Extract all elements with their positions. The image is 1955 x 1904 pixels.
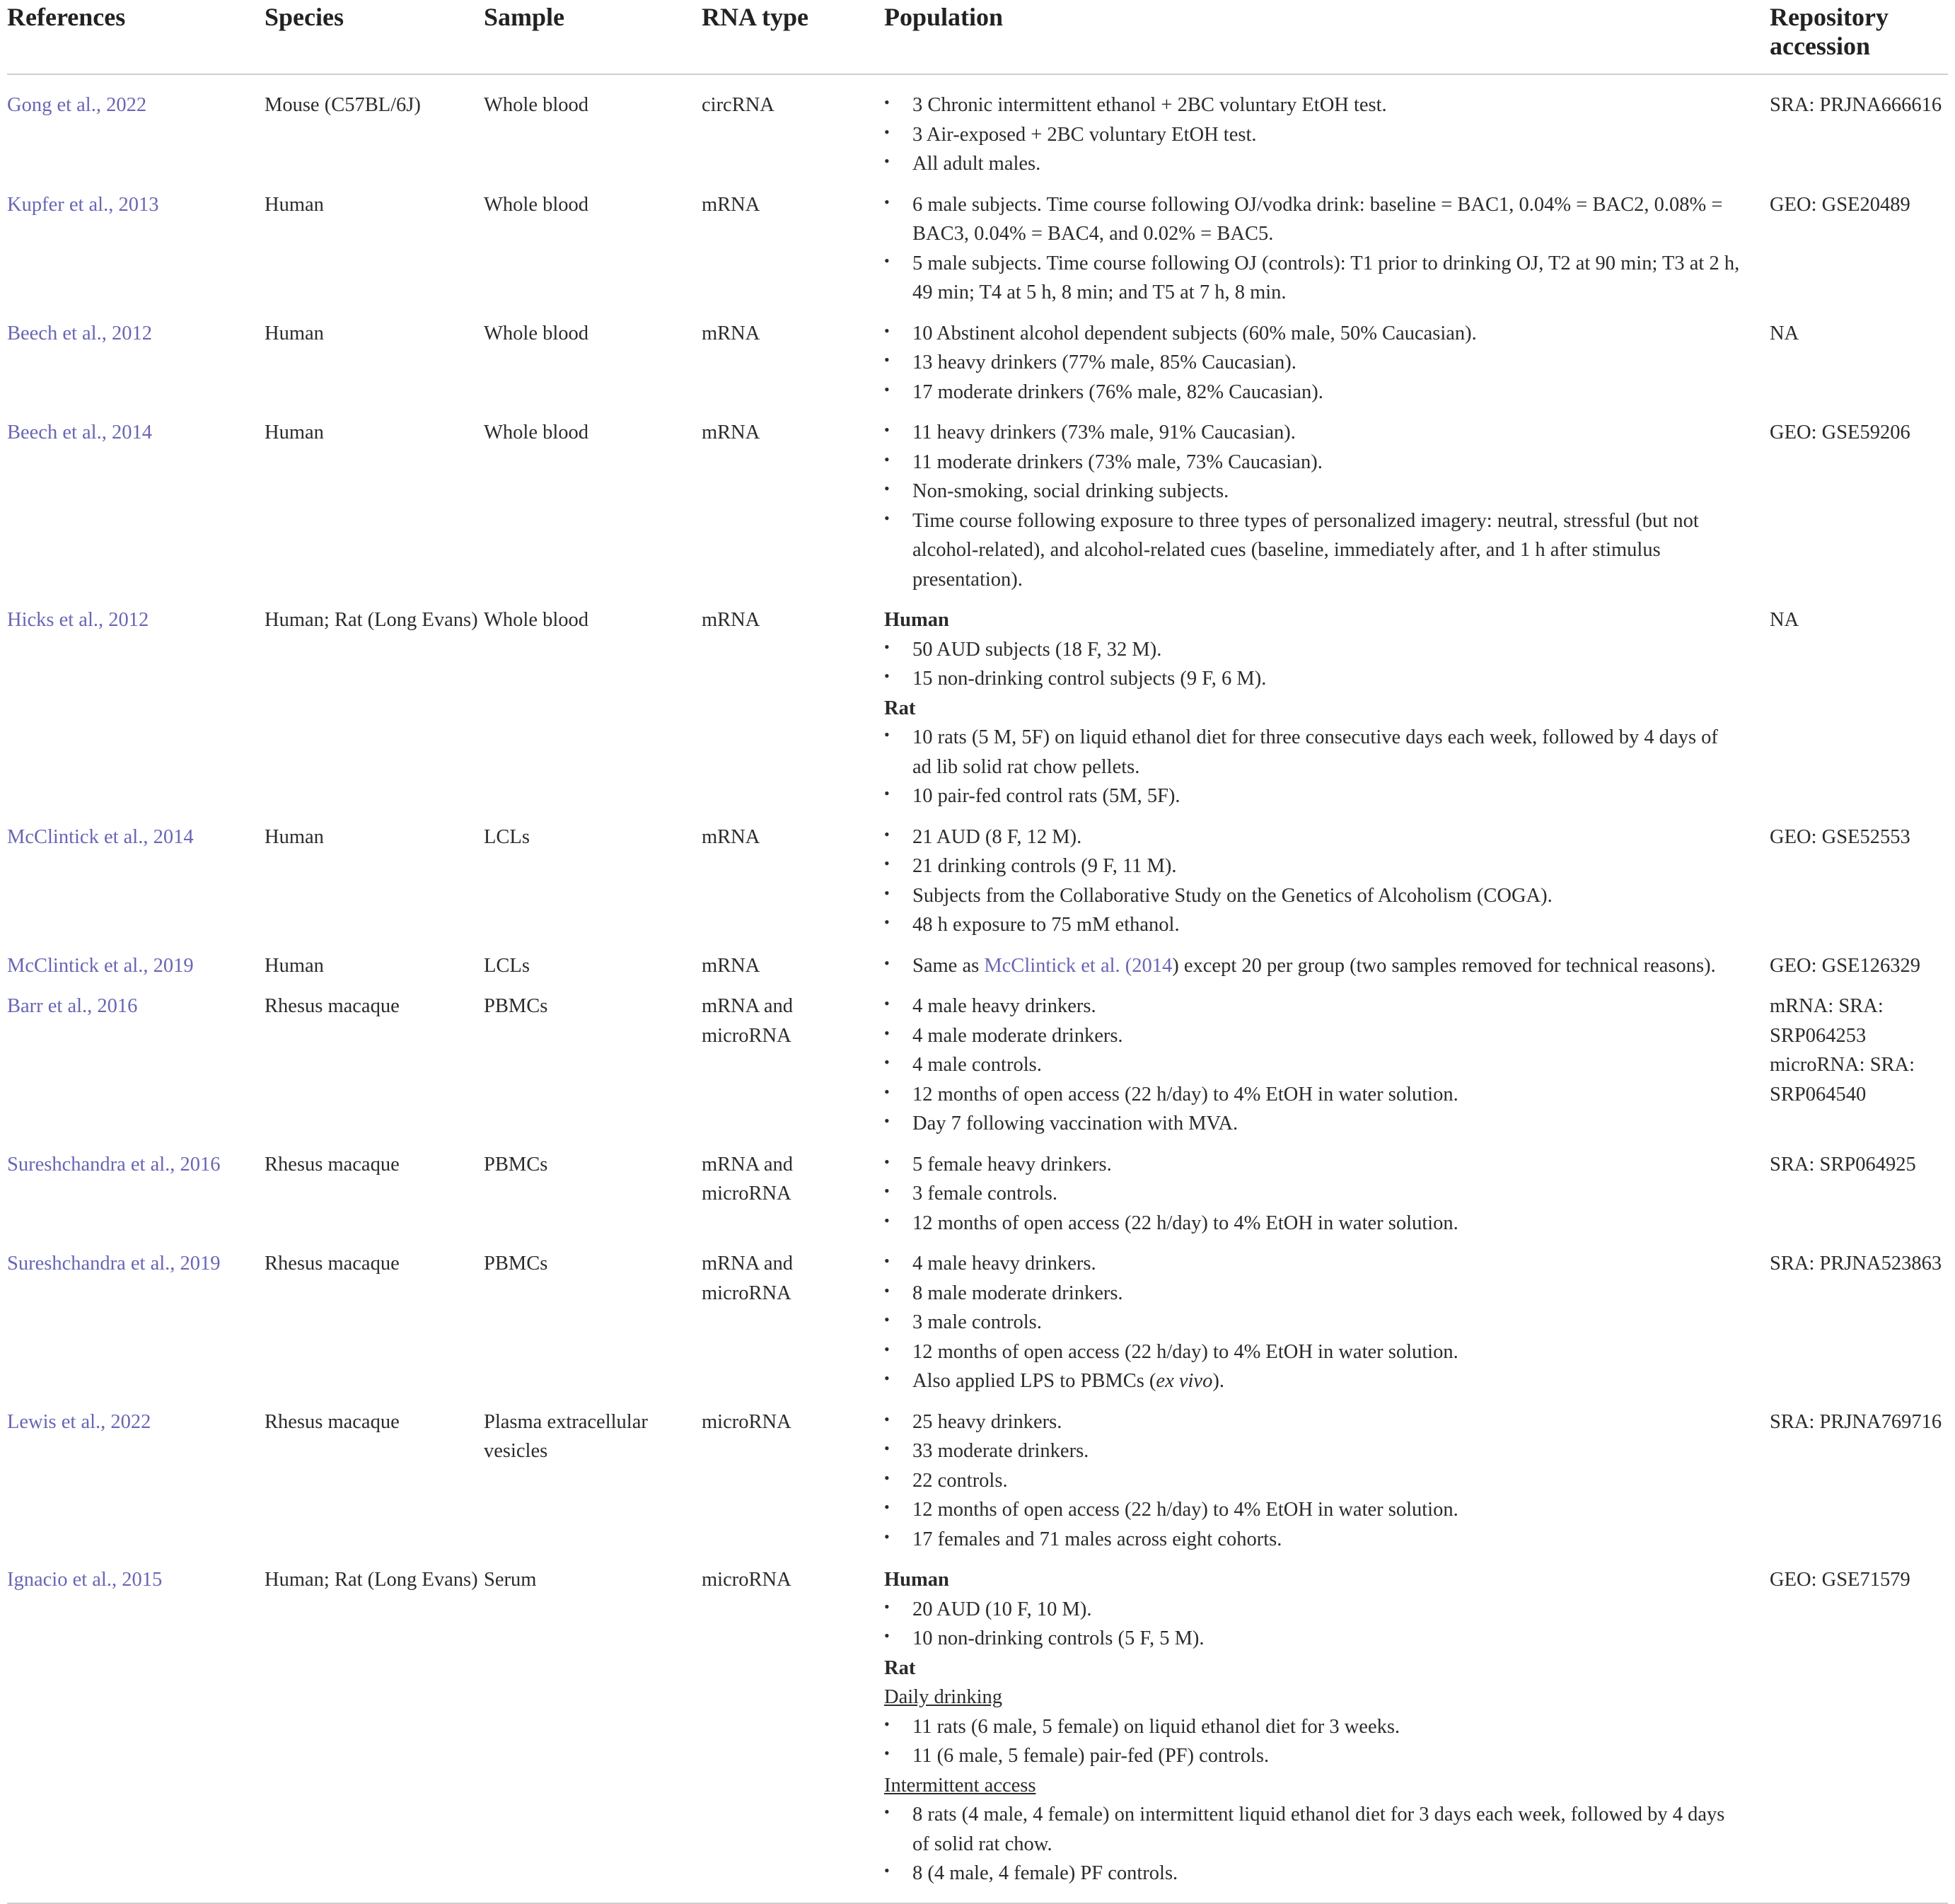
population-text: 11 heavy drinkers (73% male, 91% Caucasian). <box>912 422 1296 443</box>
reference-cell[interactable] <box>7 411 265 598</box>
reference-author[interactable]: McClintick et al., <box>7 825 153 848</box>
rna-type-cell: mRNA and microRNA <box>702 1153 794 1204</box>
population-item: • 10 pair-fed control rats (5M, 5F). <box>884 784 1180 807</box>
population-item: • 25 heavy drinkers. <box>884 1410 1062 1433</box>
header-repository-accession: Repository accession <box>1770 3 1889 60</box>
population-item: • 22 controls. <box>884 1468 1008 1492</box>
population-item: • 4 male moderate drinkers. <box>884 1023 1123 1047</box>
population-text: 50 AUD subjects (18 F, 32 M). <box>912 638 1162 661</box>
population-text: 4 male heavy drinkers. <box>912 1253 1096 1275</box>
population-text: 10 rats (5 M, 5F) on liquid ethanol diet for three consecutive days each week, followed by 4 days of ad lib solid rat chow pellets. <box>912 726 1718 778</box>
header-rna-type: RNA type <box>702 3 808 31</box>
population-text: 12 months of open access (22 h/day) to 4% EtOH in water solution. <box>912 1083 1458 1105</box>
population-item: • 4 male controls. <box>884 1053 1042 1076</box>
population-text: 25 heavy drinkers. <box>912 1410 1062 1433</box>
population-cell <box>884 1558 1770 1903</box>
population-item: • 50 AUD subjects (18 F, 32 M). <box>884 637 1162 661</box>
population-item: • 17 moderate drinkers (76% male, 82% Caucasian). <box>884 380 1323 403</box>
repository-cell: NA <box>1770 609 1799 631</box>
rna-type-cell: microRNA <box>702 1410 791 1433</box>
population-text: 4 male controls. <box>912 1054 1042 1076</box>
population-cell <box>884 1400 1770 1559</box>
population-item: • 4 male heavy drinkers. <box>884 994 1096 1017</box>
table-row <box>7 1143 1948 1243</box>
population-text: Same as <box>912 954 985 977</box>
population-item: • All adult males. <box>884 152 1041 175</box>
population-group-heading: Rat <box>884 697 916 719</box>
reference-cell[interactable] <box>7 985 265 1143</box>
sample-cell: Whole blood <box>484 322 589 344</box>
reference-author[interactable]: Sureshchandra et al., <box>7 1153 180 1176</box>
table-row <box>7 183 1948 312</box>
table-header-row <box>7 0 1948 74</box>
population-text: 6 male subjects. Time course following OJ/vodka drink: baseline = BAC1, 0.04% = BAC2, 0.08% = BAC3, 0.04% = BAC4, and 0.02% = BAC5. <box>912 193 1723 245</box>
inline-reference-link[interactable]: McClintick et al. ( <box>984 954 1132 977</box>
reference-year-link[interactable]: 2012 <box>111 322 152 344</box>
repository-cell: SRA: PRJNA769716 <box>1770 1410 1942 1433</box>
rna-type-cell: mRNA <box>702 825 760 848</box>
repository-cell: GEO: GSE126329 <box>1770 954 1920 977</box>
reference-cell[interactable] <box>7 312 265 412</box>
species-cell: Rhesus macaque <box>265 1410 400 1433</box>
table-row <box>7 1242 1948 1400</box>
reference-cell[interactable] <box>7 1143 265 1243</box>
rna-type-cell: mRNA and microRNA <box>702 1253 794 1304</box>
population-cell <box>884 183 1770 312</box>
population-item: • 10 Abstinent alcohol dependent subjects (60% male, 50% Caucasian). <box>884 321 1477 344</box>
population-text: 20 AUD (10 F, 10 M). <box>912 1598 1092 1620</box>
population-item: • 17 females and 71 males across eight cohorts. <box>884 1527 1282 1550</box>
population-group-heading: Human <box>884 609 949 631</box>
population-item: • 10 non-drinking controls (5 F, 5 M). <box>884 1627 1205 1649</box>
population-item: • 11 rats (6 male, 5 female) on liquid ethanol diet for 3 weeks. <box>884 1714 1400 1738</box>
reference-year-link[interactable]: 2014 <box>153 825 194 848</box>
repository-cell: mRNA: SRA: SRP064253 microRNA: SRA: SRP064540 <box>1770 995 1915 1105</box>
population-text: 10 Abstinent alcohol dependent subjects (60% male, 50% Caucasian). <box>912 322 1477 344</box>
reference-author[interactable]: Gong et al., <box>7 94 107 116</box>
sample-cell: LCLs <box>484 825 530 848</box>
population-text: 3 Chronic intermittent ethanol + 2BC voluntary EtOH test. <box>912 94 1387 116</box>
population-text: 12 months of open access (22 h/day) to 4% EtOH in water solution. <box>912 1340 1458 1363</box>
rna-type-cell: mRNA <box>702 609 760 631</box>
repository-cell: SRA: PRJNA523863 <box>1770 1253 1942 1275</box>
repository-cell: GEO: GSE52553 <box>1770 825 1910 848</box>
population-item: • 12 months of open access (22 h/day) to 4% EtOH in water solution. <box>884 1211 1458 1234</box>
rna-type-cell: mRNA and microRNA <box>702 995 794 1047</box>
population-text: ) except 20 per group (two samples removed for technical reasons). <box>1172 954 1716 977</box>
population-text: 21 drinking controls (9 F, 11 M). <box>912 855 1177 877</box>
population-item: • Time course following exposure to three types of personalized imagery: neutral, stressful (but not alcohol-related), and alcohol-related cues (baseline, immediately after, and 1 h after stimulus presentation). <box>884 509 1699 591</box>
population-cell <box>884 944 1770 985</box>
sample-cell: PBMCs <box>484 1253 548 1275</box>
population-item: • Day 7 following vaccination with MVA. <box>884 1112 1238 1134</box>
repository-cell: GEO: GSE59206 <box>1770 422 1910 443</box>
reference-cell[interactable] <box>7 598 265 815</box>
population-text: 33 moderate drinkers. <box>912 1440 1089 1462</box>
table-row <box>7 411 1948 598</box>
population-item: • Subjects from the Collaborative Study on the Genetics of Alcoholism (COGA). <box>884 883 1553 907</box>
repository-cell: GEO: GSE20489 <box>1770 193 1910 216</box>
population-item: • 8 (4 male, 4 female) PF controls. <box>884 1862 1178 1884</box>
table-row <box>7 598 1948 815</box>
population-text: 10 pair-fed control rats (5M, 5F). <box>912 785 1180 807</box>
species-cell: Human; Rat (Long Evans) <box>265 1569 478 1591</box>
population-group-heading: Human <box>884 1569 949 1591</box>
population-text: Also applied LPS to PBMCs ( <box>912 1370 1156 1392</box>
population-cell <box>884 74 1770 183</box>
reference-year-link[interactable]: 2022 <box>110 1410 151 1433</box>
population-item: • 5 male subjects. Time course following OJ (controls): T1 prior to drinking OJ, T2 at 90 min; T3 at 2 h, 49 min; T4 at 5 h, 8 min; and T5 at 7 h, 8 min. <box>884 251 1740 303</box>
population-cell <box>884 598 1770 815</box>
reference-author[interactable]: Sureshchandra et al., <box>7 1253 180 1275</box>
population-text: 5 male subjects. Time course following OJ (controls): T1 prior to drinking OJ, T2 at 90 min; T3 at 2 h, 49 min; T4 at 5 h, 8 min; and T5 at 7 h, 8 min. <box>912 252 1740 303</box>
population-text: 4 male moderate drinkers. <box>912 1024 1123 1047</box>
population-text: 3 male controls. <box>912 1311 1042 1333</box>
species-cell: Human <box>265 422 324 443</box>
reference-author[interactable]: Hicks et al., <box>7 609 109 631</box>
reference-year-link[interactable]: 2019 <box>153 954 194 977</box>
repository-cell: SRA: SRP064925 <box>1770 1153 1916 1176</box>
sample-cell: Plasma extracellular vesicles <box>484 1410 648 1462</box>
population-item: • Same as McClintick et al. (2014) except 20 per group (two samples removed for technical reasons). <box>884 953 1716 977</box>
population-cell <box>884 1143 1770 1243</box>
reference-author[interactable]: Lewis et al., <box>7 1410 111 1433</box>
population-text: 15 non-drinking control subjects (9 F, 6 M). <box>912 668 1267 690</box>
population-item: • 12 months of open access (22 h/day) to 4% EtOH in water solution. <box>884 1498 1458 1521</box>
population-group-heading: Rat <box>884 1656 916 1679</box>
reference-year-link[interactable]: 2019 <box>180 1253 221 1275</box>
population-text: 13 heavy drinkers (77% male, 85% Caucasian). <box>912 352 1296 373</box>
population-text: 11 moderate drinkers (73% male, 73% Caucasian). <box>912 451 1323 473</box>
population-text: Non-smoking, social drinking subjects. <box>912 480 1229 502</box>
population-text: 8 rats (4 male, 4 female) on intermittent liquid ethanol diet for 3 days each week, followed by 4 days of solid rat chow. <box>912 1804 1725 1855</box>
population-item: • 12 months of open access (22 h/day) to 4% EtOH in water solution. <box>884 1340 1458 1363</box>
species-cell: Rhesus macaque <box>265 1253 400 1275</box>
table-row <box>7 985 1948 1143</box>
species-cell: Human <box>265 322 324 344</box>
population-text: Time course following exposure to three types of personalized imagery: neutral, stressful (but not alcohol-related), and alcohol-related cues (baseline, immediately after, and 1 h after stimulus presentation). <box>912 509 1699 591</box>
population-text: 3 Air-exposed + 2BC voluntary EtOH test. <box>912 123 1257 146</box>
sample-cell: Serum <box>484 1569 537 1591</box>
reference-year-link[interactable]: 2012 <box>108 609 149 631</box>
population-text: 21 AUD (8 F, 12 M). <box>912 825 1082 848</box>
species-cell: Human <box>265 825 324 848</box>
species-cell: Human <box>265 193 324 216</box>
rna-type-cell: microRNA <box>702 1569 791 1591</box>
population-item: • 4 male heavy drinkers. <box>884 1252 1096 1275</box>
population-item: • 10 rats (5 M, 5F) on liquid ethanol diet for three consecutive days each week, followed by 4 days of ad lib solid rat chow pellets. <box>884 726 1718 778</box>
population-item: • 3 Air-exposed + 2BC voluntary EtOH test. <box>884 122 1257 146</box>
table-row <box>7 1400 1948 1559</box>
population-italic-text: ex vivo <box>1156 1370 1213 1392</box>
species-cell: Human <box>265 954 324 977</box>
population-text: 8 male moderate drinkers. <box>912 1282 1123 1304</box>
population-text: 8 (4 male, 4 female) PF controls. <box>912 1862 1178 1884</box>
reference-author[interactable]: Barr et al., <box>7 995 98 1017</box>
header-population: Population <box>884 3 1004 31</box>
population-text: 12 months of open access (22 h/day) to 4% EtOH in water solution. <box>912 1212 1458 1234</box>
population-text: ). <box>1212 1370 1224 1392</box>
population-cell <box>884 1242 1770 1400</box>
population-item: • 12 months of open access (22 h/day) to 4% EtOH in water solution. <box>884 1082 1458 1105</box>
table-row <box>7 312 1948 412</box>
population-cell <box>884 411 1770 598</box>
table-row <box>7 944 1948 985</box>
reference-author[interactable]: Kupfer et al., <box>7 193 119 216</box>
reference-cell[interactable] <box>7 1558 265 1903</box>
population-item: • 48 h exposure to 75 mM ethanol. <box>884 913 1180 936</box>
population-text: 17 moderate drinkers (76% male, 82% Caucasian). <box>912 381 1323 403</box>
population-text: 11 (6 male, 5 female) pair-fed (PF) controls. <box>912 1745 1270 1767</box>
reference-cell[interactable] <box>7 74 265 183</box>
population-item: • 21 AUD (8 F, 12 M). <box>884 825 1082 848</box>
header-sample: Sample <box>484 3 565 31</box>
sample-cell: Whole blood <box>484 422 589 443</box>
species-cell: Rhesus macaque <box>265 995 400 1017</box>
rna-type-cell: mRNA <box>702 422 760 443</box>
population-subgroup-heading: Intermittent access <box>884 1774 1036 1796</box>
header-species: Species <box>265 3 344 31</box>
reference-year-link[interactable]: 2014 <box>111 422 152 443</box>
reference-year-link[interactable]: 2013 <box>118 193 159 216</box>
rna-type-cell: mRNA <box>702 322 760 344</box>
rna-type-cell: circRNA <box>702 94 775 116</box>
table-row <box>7 1558 1948 1903</box>
population-item: • 11 (6 male, 5 female) pair-fed (PF) controls. <box>884 1744 1270 1767</box>
reference-year-link[interactable]: 2015 <box>122 1569 163 1591</box>
repository-cell: GEO: GSE71579 <box>1770 1569 1910 1591</box>
population-item: • 21 drinking controls (9 F, 11 M). <box>884 854 1177 877</box>
population-item: • 11 moderate drinkers (73% male, 73% Caucasian). <box>884 450 1323 473</box>
population-item: • 33 moderate drinkers. <box>884 1439 1089 1462</box>
inline-reference-year-link[interactable]: 2014 <box>1132 954 1173 977</box>
rna-type-cell: mRNA <box>702 193 760 216</box>
population-item: • Also applied LPS to PBMCs (ex vivo). <box>884 1369 1224 1392</box>
reference-cell[interactable] <box>7 183 265 312</box>
population-item: • 8 rats (4 male, 4 female) on intermittent liquid ethanol diet for 3 days each week, followed by 4 days of solid rat chow. <box>884 1803 1725 1855</box>
reference-cell[interactable] <box>7 1242 265 1400</box>
species-cell: Rhesus macaque <box>265 1153 400 1176</box>
population-item: • 3 Chronic intermittent ethanol + 2BC voluntary EtOH test. <box>884 93 1387 116</box>
reference-author[interactable]: McClintick et al., <box>7 954 153 977</box>
population-cell <box>884 985 1770 1143</box>
population-item: • 15 non-drinking control subjects (9 F, 6 M). <box>884 667 1267 690</box>
population-text: 17 females and 71 males across eight cohorts. <box>912 1528 1282 1550</box>
population-text: 10 non-drinking controls (5 F, 5 M). <box>912 1627 1205 1649</box>
rna-type-cell: mRNA <box>702 954 760 977</box>
population-text: 48 h exposure to 75 mM ethanol. <box>912 914 1180 936</box>
reference-author[interactable]: Beech et al., <box>7 322 112 344</box>
species-cell: Human; Rat (Long Evans) <box>265 609 478 631</box>
header-references: References <box>7 3 126 31</box>
population-text: Day 7 following vaccination with MVA. <box>912 1113 1238 1134</box>
species-cell: Mouse (C57BL/6J) <box>265 94 421 116</box>
sample-cell: Whole blood <box>484 94 589 116</box>
population-item: • 3 male controls. <box>884 1311 1042 1333</box>
reference-cell[interactable] <box>7 815 265 944</box>
reference-year-link[interactable]: 2022 <box>106 94 147 116</box>
population-subgroup-heading: Daily drinking <box>884 1686 1003 1708</box>
population-text: 5 female heavy drinkers. <box>912 1153 1112 1176</box>
population-item: • 6 male subjects. Time course following OJ/vodka drink: baseline = BAC1, 0.04% = BAC2, 0.08% = BAC3, 0.04% = BAC4, and 0.02% = BAC5. <box>884 192 1723 245</box>
repository-cell: NA <box>1770 322 1799 344</box>
population-text: 22 controls. <box>912 1469 1008 1492</box>
reference-cell[interactable] <box>7 1400 265 1559</box>
population-item: • 8 male moderate drinkers. <box>884 1281 1123 1304</box>
table-row <box>7 74 1948 183</box>
population-cell <box>884 312 1770 412</box>
reference-author[interactable]: Ignacio et al., <box>7 1569 122 1591</box>
table-row <box>7 815 1948 944</box>
population-text: 11 rats (6 male, 5 female) on liquid ethanol diet for 3 weeks. <box>912 1715 1400 1738</box>
population-text: 3 female controls. <box>912 1183 1057 1204</box>
population-item: • 3 female controls. <box>884 1182 1057 1204</box>
reference-year-link[interactable]: 2016 <box>180 1153 221 1176</box>
population-text: 4 male heavy drinkers. <box>912 995 1096 1017</box>
repository-cell: SRA: PRJNA666616 <box>1770 94 1942 116</box>
sample-cell: Whole blood <box>484 193 589 216</box>
reference-year-link[interactable]: 2016 <box>97 995 138 1017</box>
population-item: • 11 heavy drinkers (73% male, 91% Caucasian). <box>884 421 1296 443</box>
population-text: Subjects from the Collaborative Study on the Genetics of Alcoholism (COGA). <box>912 884 1553 907</box>
sample-cell: LCLs <box>484 954 530 977</box>
sample-cell: PBMCs <box>484 1153 548 1176</box>
population-item: • 13 heavy drinkers (77% male, 85% Caucasian). <box>884 351 1296 373</box>
population-item: • 20 AUD (10 F, 10 M). <box>884 1597 1092 1620</box>
reference-author[interactable]: Beech et al., <box>7 422 112 443</box>
population-text: 12 months of open access (22 h/day) to 4% EtOH in water solution. <box>912 1499 1458 1521</box>
population-text: All adult males. <box>912 153 1041 175</box>
sample-cell: Whole blood <box>484 609 589 631</box>
reference-cell[interactable] <box>7 944 265 985</box>
population-item: • Non-smoking, social drinking subjects. <box>884 480 1229 502</box>
population-item: • 5 female heavy drinkers. <box>884 1152 1112 1176</box>
sample-cell: PBMCs <box>484 995 548 1017</box>
population-cell <box>884 815 1770 944</box>
reference-table <box>7 0 1948 1904</box>
